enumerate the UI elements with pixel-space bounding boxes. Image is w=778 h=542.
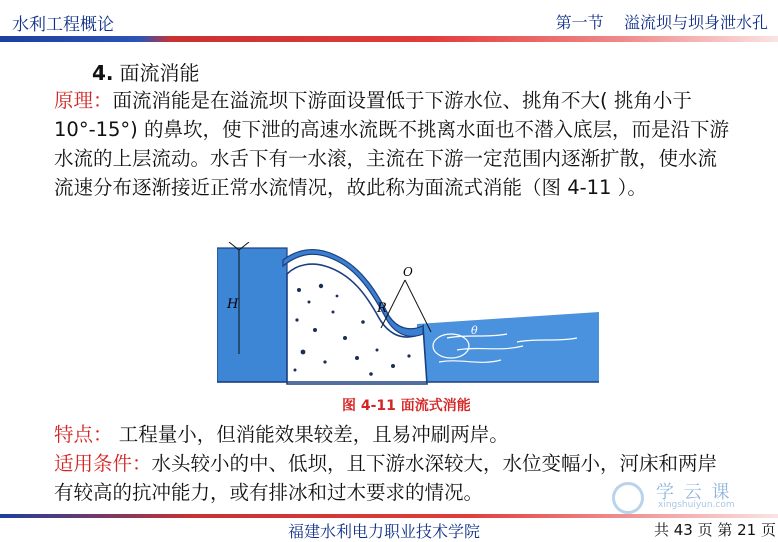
upstream-water: [217, 248, 287, 382]
course-title: 水利工程概论: [12, 15, 114, 35]
section-title: 第一节 溢流坝与坝身泄水孔: [555, 13, 768, 32]
section-heading: [92, 57, 200, 86]
figure-4-11: [217, 242, 599, 390]
principle-label: 原理：: [54, 89, 113, 112]
downstream-water: [417, 312, 599, 382]
watermark-text: 学 云 课: [656, 482, 732, 503]
heading-title: 面流消能: [119, 61, 200, 85]
footer-divider: [0, 514, 778, 518]
features-paragraph: [54, 420, 732, 449]
school-name: 福建水利电力职业技术学院: [288, 522, 481, 541]
label-r: R: [377, 301, 387, 316]
watermark-url: xingshuiyun.com: [658, 500, 735, 510]
watermark-logo-icon: [612, 482, 644, 514]
header-divider: [0, 36, 778, 42]
page-counter: 共 43 页 第 21 页: [653, 521, 776, 539]
figure-caption: 图 4-11 面流式消能: [342, 398, 471, 414]
label-theta: θ: [471, 324, 478, 337]
watermark: [612, 478, 772, 516]
principle-paragraph: [54, 86, 732, 202]
label-o: O: [403, 265, 413, 279]
features-text: 工程量小，但消能效果较差，且易冲刷两岸。: [112, 423, 509, 446]
principle-text: 面流消能是在溢流坝下游面设置低于下游水位、挑角不大( 挑角小于 10°-15°) 的鼻坎，使下泄的高速水流既不挑离水面也不潜入底层，而是沿下游水流的上层流动。水舌下有一水滚，主流在下游一定范围内逐渐扩散，使水流流速分布逐渐接近正常水流情况，故此称为面流式消能（图 4-11 ）。: [54, 89, 729, 199]
label-h: H: [227, 297, 239, 312]
conditions-label: 适用条件：: [54, 452, 152, 475]
heading-number: 4.: [92, 61, 114, 85]
conditions-text: 水头较小的中、低坝，且下游水深较大，水位变幅小，河床和两岸有较高的抗冲能力，或有排冰和过木要求的情况。: [54, 452, 718, 504]
surface-flow-diagram: [217, 242, 599, 390]
features-label: 特点：: [54, 423, 113, 446]
